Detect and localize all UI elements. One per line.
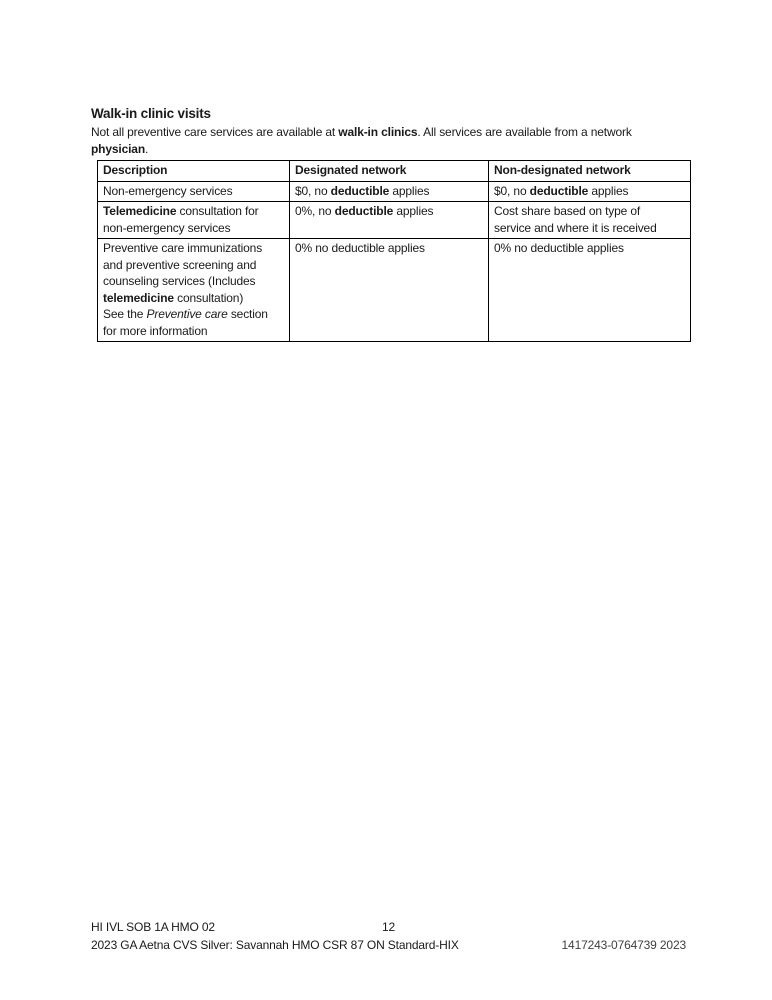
text-segment: physician — [91, 142, 146, 156]
cell-non-designated — [489, 181, 691, 202]
text-segment: 0%, no — [295, 204, 335, 218]
section-content — [91, 105, 691, 342]
table-body — [98, 181, 691, 342]
cell-designated — [290, 239, 489, 342]
text-segment: Non-emergency services — [103, 183, 233, 198]
text-segment: applies — [393, 204, 434, 218]
column-header-description: Description — [98, 161, 290, 182]
cell-description — [98, 181, 290, 202]
cell-description — [98, 202, 290, 239]
page-footer — [91, 919, 686, 954]
text-segment: Preventive care — [146, 307, 228, 321]
text-segment: Cost share based on type of service and where it is received — [494, 204, 657, 235]
table-row — [98, 181, 691, 202]
text-segment: Not all preventive care services are available at — [91, 125, 339, 139]
text-segment: Preventive care immunizations and preventive screening and counseling services (Includes — [103, 241, 263, 288]
intro-paragraph — [91, 124, 691, 158]
text-segment: walk-in clinics — [338, 125, 418, 139]
footer-line-2 — [91, 937, 686, 955]
column-header-non-designated-network: Non-designated network — [489, 161, 691, 182]
cell-non-designated — [489, 202, 691, 239]
text-segment: . — [145, 142, 149, 156]
footer-doc-code: HI IVL SOB 1A HMO 02 — [91, 920, 215, 934]
benefits-table — [97, 160, 691, 342]
cell-non-designated — [489, 239, 691, 342]
text-segment: $0, no — [494, 183, 530, 198]
column-header-designated-network: Designated network — [290, 161, 489, 182]
text-segment: applies — [389, 183, 430, 198]
page-number: 12 — [381, 920, 396, 934]
table-row — [98, 202, 691, 239]
text-segment: See the — [103, 307, 147, 321]
cell-designated — [290, 202, 489, 239]
text-segment: telemedicine — [103, 290, 174, 305]
text-segment: deductible — [529, 183, 589, 198]
footer-line-1 — [91, 919, 686, 937]
text-segment: 0% no deductible applies — [295, 241, 425, 255]
text-segment: applies — [588, 183, 629, 198]
text-segment: $0, no — [295, 183, 331, 198]
text-segment: section for more information — [103, 307, 268, 338]
table-row — [98, 239, 691, 342]
text-segment: . All services are available from a network — [417, 125, 632, 139]
text-segment: deductible — [330, 183, 390, 198]
text-segment: deductible — [334, 204, 394, 218]
text-segment: consultation for non-emergency services — [103, 204, 259, 235]
footer-doc-id: 1417243-0764739 2023 — [561, 937, 686, 952]
cell-description — [98, 239, 290, 342]
cell-designated — [290, 181, 489, 202]
table-header-row — [98, 161, 691, 182]
text-segment: 0% no deductible applies — [494, 241, 624, 255]
text-segment: Telemedicine — [103, 204, 177, 218]
footer-plan-name: 2023 GA Aetna CVS Silver: Savannah HMO CSR 87 ON Standard-HIX — [91, 937, 459, 952]
text-segment: consultation) — [173, 290, 244, 305]
section-heading: Walk-in clinic visits — [91, 106, 211, 121]
